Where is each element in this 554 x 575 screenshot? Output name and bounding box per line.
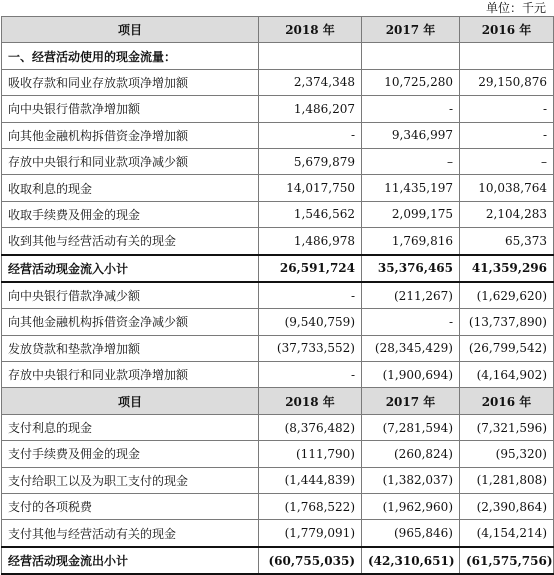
cell-2018: (9,540,759) [259,309,362,335]
table-row [2,148,554,174]
row-label: 发放贷款和垫款净增加额 [2,335,259,361]
cell-2018: (8,376,482) [259,414,362,440]
row-label: 收到其他与经营活动有关的现金 [2,228,259,255]
cell-2017: (1,382,037) [362,467,460,493]
cell-2018: 5,679,879 [259,148,362,174]
cell-2017: (42,310,651) [362,547,460,574]
header-2018: 2018 年 [259,17,362,43]
table-row [2,122,554,148]
cell-2018: (1,444,839) [259,467,362,493]
cell-2017: (211,267) [362,282,460,309]
section-title: 一、经营活动使用的现金流量： [2,43,259,69]
row-label: 支付手续费及佣金的现金 [2,441,259,467]
cell-2016: (7,321,596) [460,414,554,440]
cell-2016: (1,281,808) [460,467,554,493]
cell-2018: (37,733,552) [259,335,362,361]
cell-2017: - [362,309,460,335]
row-label: 存放中央银行和同业款项净增加额 [2,362,259,388]
cell-2016: (61,575,756) [460,547,554,574]
table-row [2,441,554,467]
cell-2016: (4,154,214) [460,520,554,547]
table-row [2,282,554,309]
cell-2018: 2,374,348 [259,69,362,95]
outflow-total-row [2,547,554,574]
row-label: 吸收存款和同业存放款项净增加额 [2,69,259,95]
table-row [2,309,554,335]
table-row [2,69,554,95]
table-row [2,467,554,493]
cell-2018: (1,779,091) [259,520,362,547]
cell-2016: (1,629,620) [460,282,554,309]
row-label: 支付给职工以及为职工支付的现金 [2,467,259,493]
cell-2018: - [259,362,362,388]
header-2016: 2016 年 [460,388,554,414]
cell-2018: 1,486,207 [259,96,362,122]
table-row [2,414,554,440]
header-item: 项目 [2,388,259,414]
cell-2016: (4,164,902) [460,362,554,388]
header-2017: 2017 年 [362,388,460,414]
cell-2016: 29,150,876 [460,69,554,95]
table-row [2,201,554,227]
row-label: 经营活动现金流出小计 [2,547,259,574]
table-row [2,96,554,122]
table-row [2,335,554,361]
header-2017: 2017 年 [362,17,460,43]
cell-2016: - [460,122,554,148]
cell-2017: 1,769,816 [362,228,460,255]
cell-2017: (28,345,429) [362,335,460,361]
row-label: 收取手续费及佣金的现金 [2,201,259,227]
cell-2016: – [460,148,554,174]
cell-2018: (1,768,522) [259,494,362,520]
cell-2017: – [362,148,460,174]
cell-2018: - [259,122,362,148]
table-header-row [2,17,554,43]
cell-2017: 9,346,997 [362,122,460,148]
cell-2018: 26,591,724 [259,255,362,282]
header-2016: 2016 年 [460,17,554,43]
cell-2017: (1,962,960) [362,494,460,520]
row-label: 支付其他与经营活动有关的现金 [2,520,259,547]
cell-2016: (13,737,890) [460,309,554,335]
header-item: 项目 [2,17,259,43]
row-label: 向其他金融机构拆借资金净减少额 [2,309,259,335]
cell-2018: (60,755,035) [259,547,362,574]
cash-flow-table [1,16,554,575]
row-label: 向中央银行借款净增加额 [2,96,259,122]
section-row [2,43,554,69]
cell-2016: 10,038,764 [460,175,554,201]
table-row [2,228,554,255]
cell-2017: (1,900,694) [362,362,460,388]
inflow-total-row [2,255,554,282]
cell-2017: - [362,96,460,122]
header-2018: 2018 年 [259,388,362,414]
cell-2016: (95,320) [460,441,554,467]
table-row [2,520,554,547]
cell-2016: 41,359,296 [460,255,554,282]
table-row [2,494,554,520]
cell-2017: 11,435,197 [362,175,460,201]
cell-2018: 1,486,978 [259,228,362,255]
cell-2016: (2,390,864) [460,494,554,520]
row-label: 向其他金融机构拆借资金净增加额 [2,122,259,148]
cell-2016: 65,373 [460,228,554,255]
cell-2017: (965,846) [362,520,460,547]
cell-2017: 10,725,280 [362,69,460,95]
unit-label: 单位：千元 [485,1,546,15]
cell-2017: (260,824) [362,441,460,467]
table-header-row-repeat [2,388,554,414]
row-label: 经营活动现金流入小计 [2,255,259,282]
cell-2016: (26,799,542) [460,335,554,361]
row-label: 存放中央银行和同业款项净减少额 [2,148,259,174]
table-row [2,175,554,201]
row-label: 收取利息的现金 [2,175,259,201]
cell-2016: 2,104,283 [460,201,554,227]
cell-2018: 1,546,562 [259,201,362,227]
cell-2018: (111,790) [259,441,362,467]
row-label: 向中央银行借款净减少额 [2,282,259,309]
cell-2016: - [460,96,554,122]
cell-2017: (7,281,594) [362,414,460,440]
cell-2018: 14,017,750 [259,175,362,201]
row-label: 支付的各项税费 [2,494,259,520]
cell-2017: 35,376,465 [362,255,460,282]
cell-2018: - [259,282,362,309]
table-row [2,362,554,388]
row-label: 支付利息的现金 [2,414,259,440]
cell-2017: 2,099,175 [362,201,460,227]
